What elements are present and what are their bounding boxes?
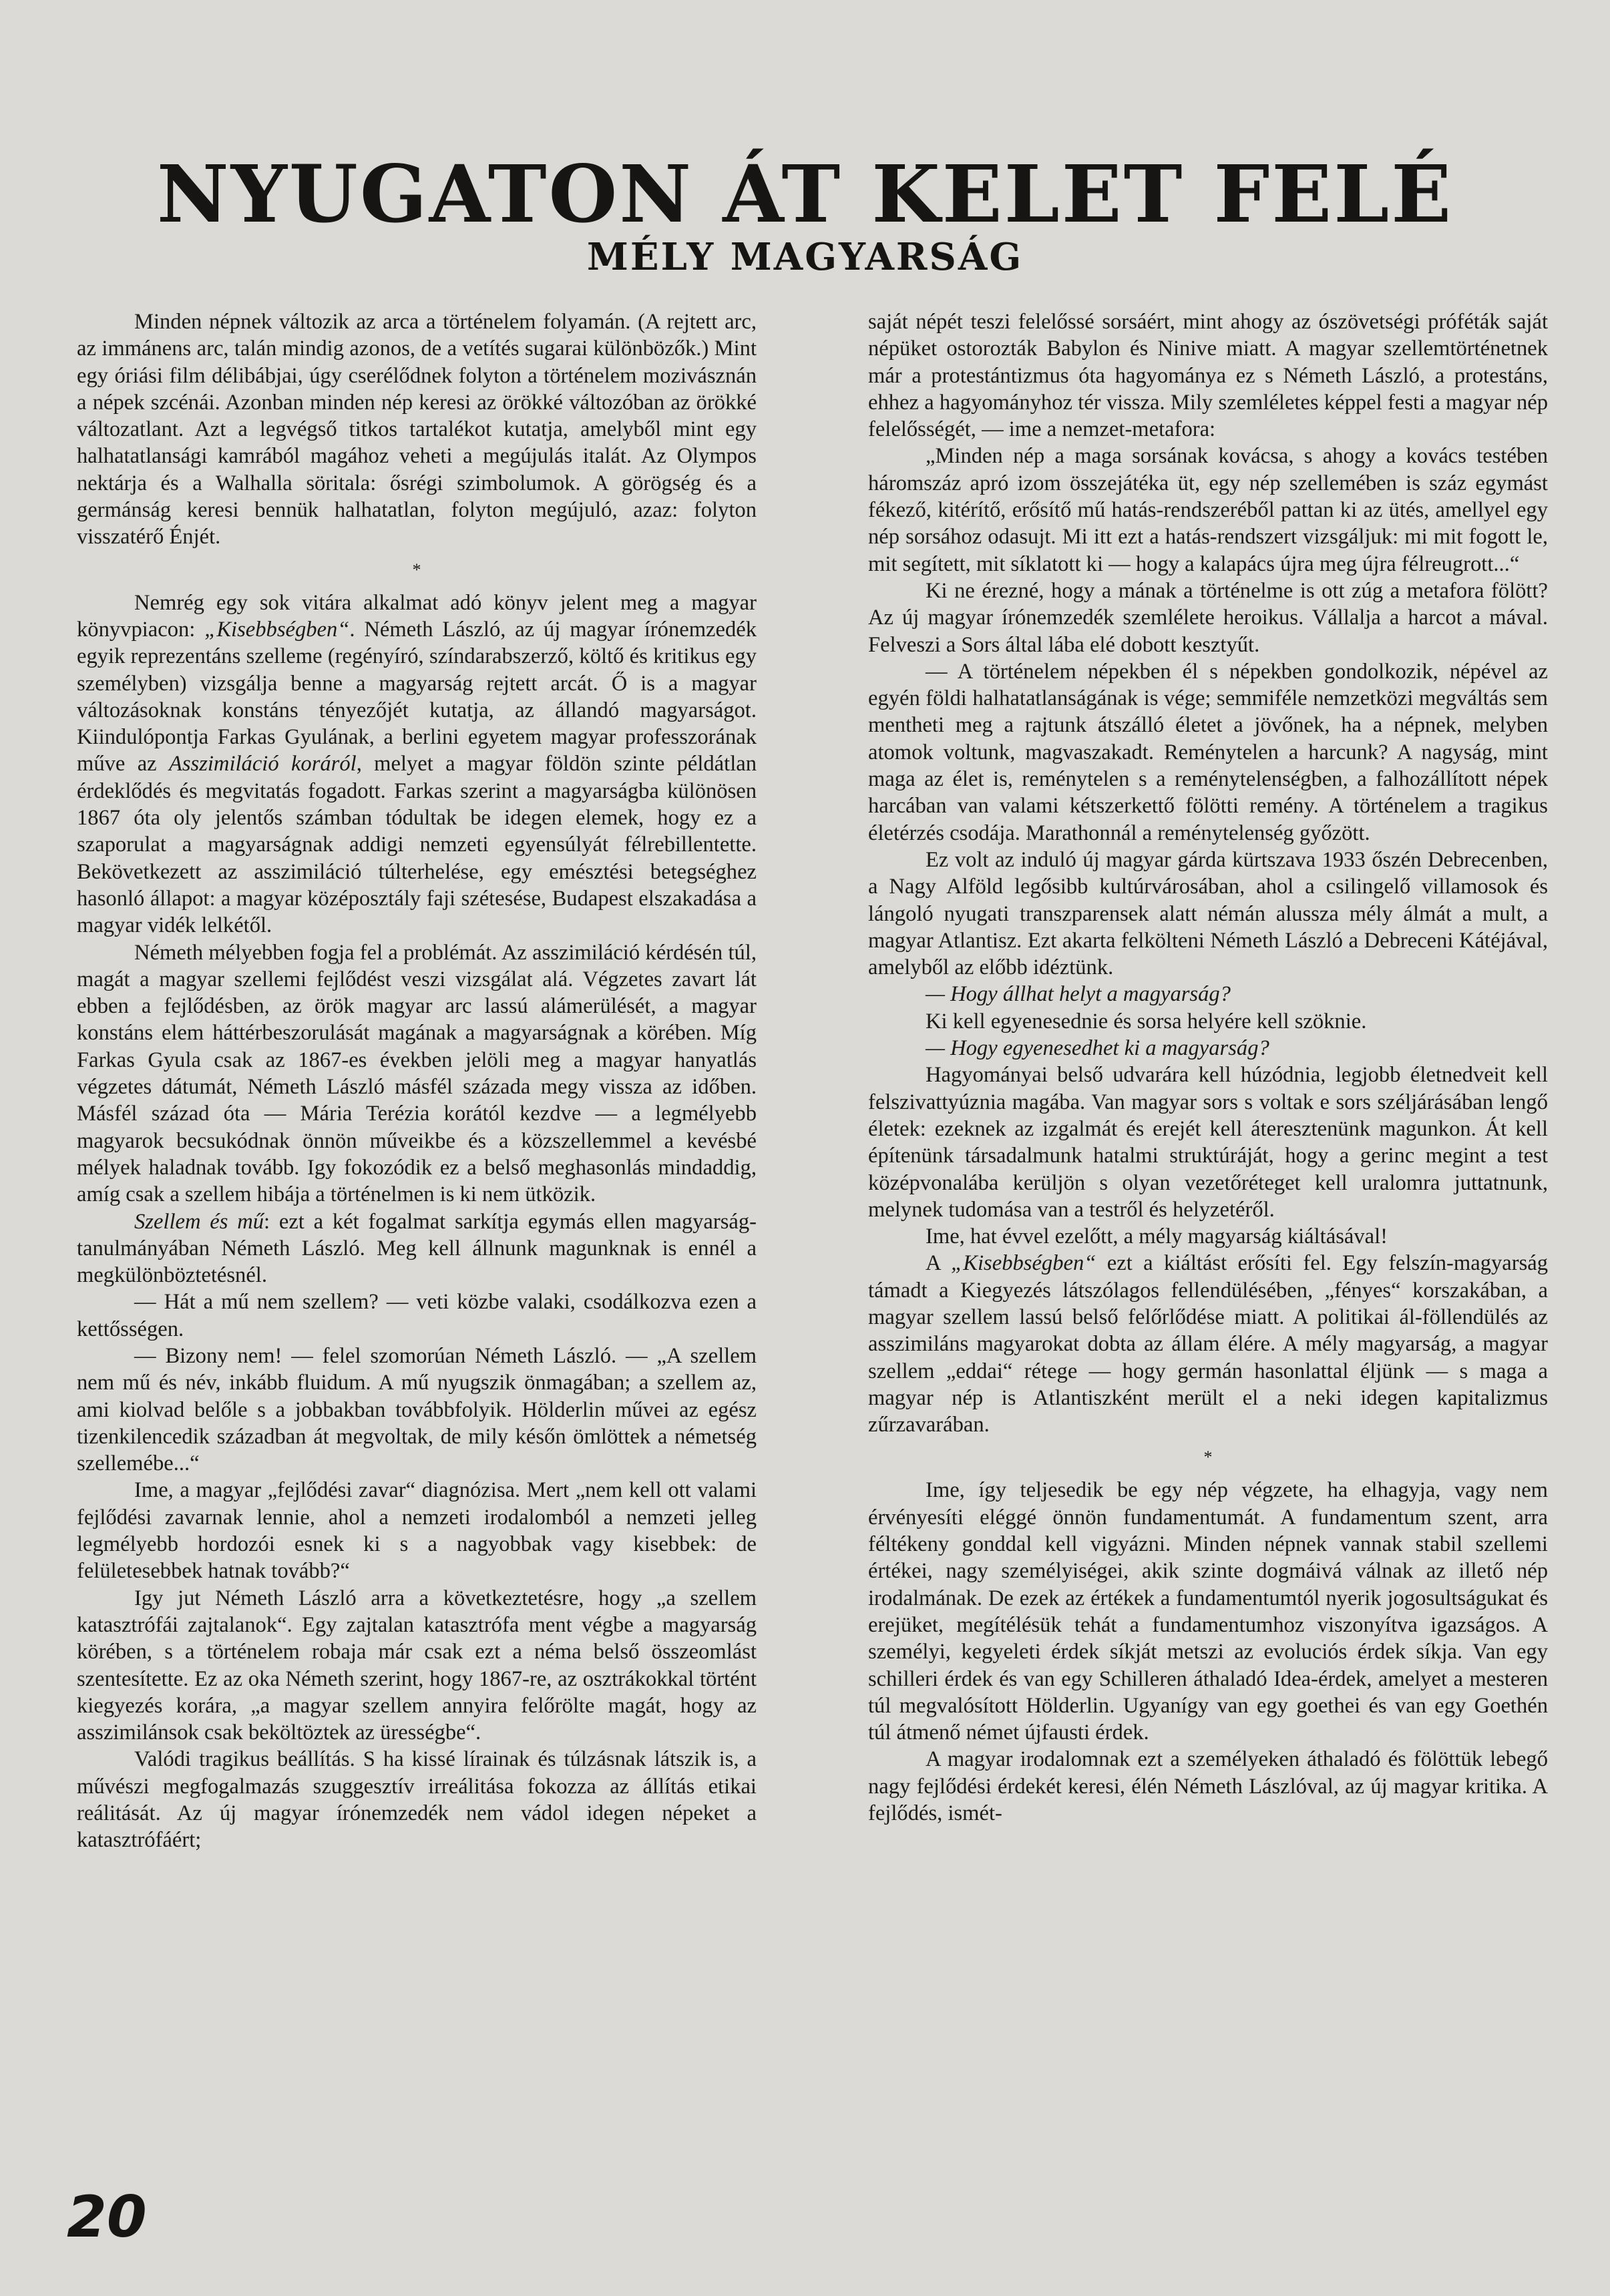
answer: Ki kell egyenesednie és sorsa helyére kell szöknie. <box>926 1009 1367 1034</box>
paragraph: Ime, hat évvel ezelőtt, a mély magyarság kiáltásával! <box>926 1224 1388 1249</box>
paragraph: A magyar irodalomnak ezt a személyeken áthaladó és fölöttük lebegő nagy fejlődési érdekét keresi, élén Németh Lászlóval, az új magyar kritika. A fejlődés, ismét- <box>868 1747 1548 1826</box>
left-column <box>77 308 757 1854</box>
article-title: NYUGATON ÁT KELET FELÉ <box>156 148 1454 240</box>
book-title: Asszimiláció koráról <box>168 752 357 776</box>
section-separator: * <box>412 559 421 580</box>
paragraph: Ez volt az induló új magyar gárda kürtszava 1933 őszén Debrecenben, a Nagy Alföld legősibb kultúrvárosában, ahol a csilingelő villamosok és lángoló nyugati transzparensek alatt némán alussza mély álmát a mult, a magyar Atlantisz. Ezt akarta felkölteni Németh László a Debreceni Kátéjával, amelyből az előbb idéztünk. <box>868 847 1548 980</box>
paragraph: — Hát a mű nem szellem? — veti közbe valaki, csodálkozva ezen a kettősségen. <box>77 1290 757 1341</box>
book-title: „Kisebbségben“ <box>951 1251 1096 1276</box>
paragraph: Igy jut Németh László arra a következtetésre, hogy „a szellem katasztrófái zajtalanok“. Egy zajtalan katasztrófa ment végbe a magyarság körében, s a történelem robaja már csak ezt a néma belső összeomlást szentesítette. Ez az oka Németh szerint, hogy 1867-re, az osztrákokkal történt kiegyezés korára, „a magyar szellem annyira felőrölte magát, hogy az asszimilánsok csak beköltöztek az ürességbe“. <box>77 1586 757 1745</box>
question: — Hogy állhat helyt a magyarság? <box>926 982 1231 1007</box>
quotation: „Minden nép a maga sorsának kovácsa, s ahogy a kovács testében háromszáz apró izom összejátéka üt, egy nép szellemében is száz egymást fékező, kitérítő, erősítő mű hatás-rendszeréből pattan ki az ütés, amellyel egy nép sorsához odasujt. Mi itt ezt a hatás-rendszert vizsgáljuk: mi mit fogott le, mit segített, mit síklatott ki — hogy a kalapács újra meg újra félreugrott...“ <box>868 444 1548 576</box>
right-column <box>868 308 1548 1827</box>
paragraph: — Bizony nem! — felel szomorúan Németh László. — „A szellem nem mű és név, inkább fluidum. A mű nyugszik önmagában; a szellem az, ami kiolvad belőle s a jobbakban továbbfolyik. Hölderlin művei az egész tizenkilencedik században át megvoltak, de mily későn ömlöttek a németség szellemébe...“ <box>77 1343 757 1476</box>
page-number: 20 <box>67 2184 147 2251</box>
paragraph: Németh mélyebben fogja fel a problémát. Az asszimiláció kérdésén túl, magát a magyar szellemi fejlődést veszi vizsgálat alá. Végzetes zavart lát ebben a fejlődésben, az örök magyar arc lassú alámerülését, a magyar konstáns elem háttérbeszorulását magának a magyarságnak a körében. Míg Farkas Gyula csak az 1867-es években jelöli meg a magyar hanyatlás végzetes dátumát, Németh László másfél százada megy vissza az időben. Másfél század óta — Mária Terézia korától kezdve — a legmélyebb magyarok becsukódnak önnön műveikbe és a közszellemmel a kevésbé mélyek haladnak tovább. Igy fokozódik ez a belső meghasonlás mindaddig, amíg csak a szellem hibája a történelmen is ki nem ütközik. <box>77 940 757 1207</box>
paragraph: Ki ne érezné, hogy a mának a történelme is ott zúg a metafora fölött? Az új magyar írónemzedék szemlélete heroikus. Vállalja a harcot a mával. Felveszi a Sors által lába elé dobott kesztyűt. <box>868 578 1548 657</box>
paragraph: A „Kisebbségben“ ezt a kiáltást erősíti fel. Egy felszín-magyarság támadt a Kiegyezés látszólagos fellendülésében, „fényes“ korszakában, a magyar szellem lassú belső felőrlődése miatt. A politikai ál-föllendülés az asszimiláns magyarokat dobta az állam élére. A mély magyarság, a magyar szellem „eddai“ rétege — hogy germán hasonlattal éljünk — s maga a magyar nép is Atlantiszként merült el a neki idegen kapitalizmus zűrzavarában. <box>868 1251 1549 1437</box>
paragraph: — A történelem népekben él s népekben gondolkozik, népével az egyén földi halhatatlanságának is vége; semmiféle nemzetközi megváltás sem mentheti meg a rajtunk átszálló életet a jövőnek, ha a népnek, melyben atomok voltunk, magvaszakadt. Reménytelen a harcunk? A nagyság, mint maga az élet is, reménytelen s a reménytelenségben, a falhozállított népek harcában van valami kétszerkettő fölötti remény. A történelem a tragikus életérzés csodája. Marathonnál a reménytelenség győzött. <box>868 659 1548 845</box>
paragraph: Nemrég egy sok vitára alkalmat adó könyv jelent meg a magyar könyvpiacon: „Kisebbségben“. Németh László, az új magyar írónemzedék egyik reprezentáns szelleme (regényíró, színdarabszerző, költő és kritikus egy személyben) vizsgálja benne a magyarság rejtett arcát. Ő is a magyar változásoknak konstáns tényezőjét kutatja, az állandó magyarságot. Kiindulópontja Farkas Gyulának, a berlini egyetem magyar professzorának műve az Asszimiláció koráról, melyet a magyar földön szinte példátlan érdeklődés és megvitatás fogadott. Farkas szerint a magyarságba különösen 1867 óta oly jelentős számban tódultak be idegen elemek, hogy ez a szaporulat a magyarságnak addigi nemzeti egyensúlyát félrebillentette. Bekövetkezett az asszimiláció túlterhelése, egy emésztési betegséghez hasonló állapot: a magyar középosztály faji szétesése, Budapest elszakadása a magyar vidék lelkétől. <box>77 590 757 938</box>
paragraph: Ime, a magyar „fejlődési zavar“ diagnózisa. Mert „nem kell ott valami fejlődési zavarnak lennie, ahol a nemzeti irodalomból a nemzeti jelleg legmélyebb hordozói esnek ki s a nagyobbak vagy kisebbek: de felületesebbek hatnak tovább?“ <box>77 1478 757 1584</box>
article-subtitle: MÉLY MAGYARSÁG <box>586 235 1024 279</box>
book-title: „Kisebbségben“ <box>204 617 350 642</box>
paragraph: Ime, így teljesedik be egy nép végzete, ha elhagyja, vagy nem érvényesíti eléggé önnön fundamentumát. A fundamentum szent, arra féltékeny gonddal kell vigyázni. Minden népnek vannak stabil szellemi értékei, nagy személyiségei, akik szinte dogmáivá válnak az illető nép irodalmának. De ezek az értékek a fundamentumtól nyerik jogosultságukat és erejüket, megítélésük tehát a fundamentumhoz viszonyítva igazságos. A személyi, kegyeleti érdek síkját metszi az evoluciós érdek síkja. Van egy schilleri érdek és van egy Schilleren áthaladó Idea-érdek, amelyet a mesteren túl megvalósított Hölderlin. Ugyanígy van egy goethei és van egy Goethén túl átmenő német újfausti érdek. <box>868 1478 1548 1745</box>
paragraph: Hagyományai belső udvarára kell húzódnia, legjobb életnedveit kell felszivattyúznia magába. Van magyar sors s voltak e sors széljárásában lengő életek: ezeknek az izgalmát és erejét kell áteresztenünk magunkon. Át kell építenünk társadalmunk hatalmi struktúráját, hogy a gerinc megint a test középvonalába kerüljön s olyan vezetőréteget kell uralomra juttatnunk, melynek tudomása van a testről és helyzetéről. <box>868 1063 1548 1222</box>
paragraph: saját népét teszi felelőssé sorsáért, mint ahogy az ószövetségi próféták saját népüket ostorozták Babylon és Ninive miatt. A magyar szellemtörténetnek már a protestántizmus óta hagyománya ez s Németh László, a protestáns, ehhez a hagyományhoz tér vissza. Mily szemléletes képpel festi a magyar nép felelősségét, — ime a nemzet-metafora: <box>868 310 1548 442</box>
paragraph: Minden népnek változik az arca a történelem folyamán. (A rejtett arc, az immánens arc, talán mindig azonos, de a vetítés sugarai különbözők.) Mint egy óriási film délibábjai, úgy cserélődnek folyton a történelem mozivásznán a népek szcénái. Azonban minden nép keresi az örökké változóban az örökké változatlant. Azt a legvégső titkos tartalékot kutatja, amelyből mint egy halhatatlansági kamrából magához veheti a megújulás italát. Az Olympos nektárja és a Walhalla söritala: ősrégi szimbolumok. A görögség és a germánság keresi bennük halhatatlan, folyton megújuló, azaz: folyton visszatérő Énjét. <box>77 310 757 549</box>
section-separator: * <box>1203 1447 1213 1467</box>
paragraph: Szellem és mű: ezt a két fogalmat sarkítja egymás ellen magyarság-tanulmányában Németh László. Meg kell állnunk magunknak is ennél a megkülönböztetésnél. <box>77 1209 757 1288</box>
paragraph: Valódi tragikus beállítás. S ha kissé lírainak és túlzásnak látszik is, a művészi megfogalmazás szuggesztív irreálitása fokozza az állítás etikai reálitását. Az új magyar írónemzedék nem vádol idegen népeket a katasztrófáért; <box>77 1747 757 1853</box>
question: — Hogy egyenesedhet ki a magyarság? <box>926 1036 1269 1061</box>
